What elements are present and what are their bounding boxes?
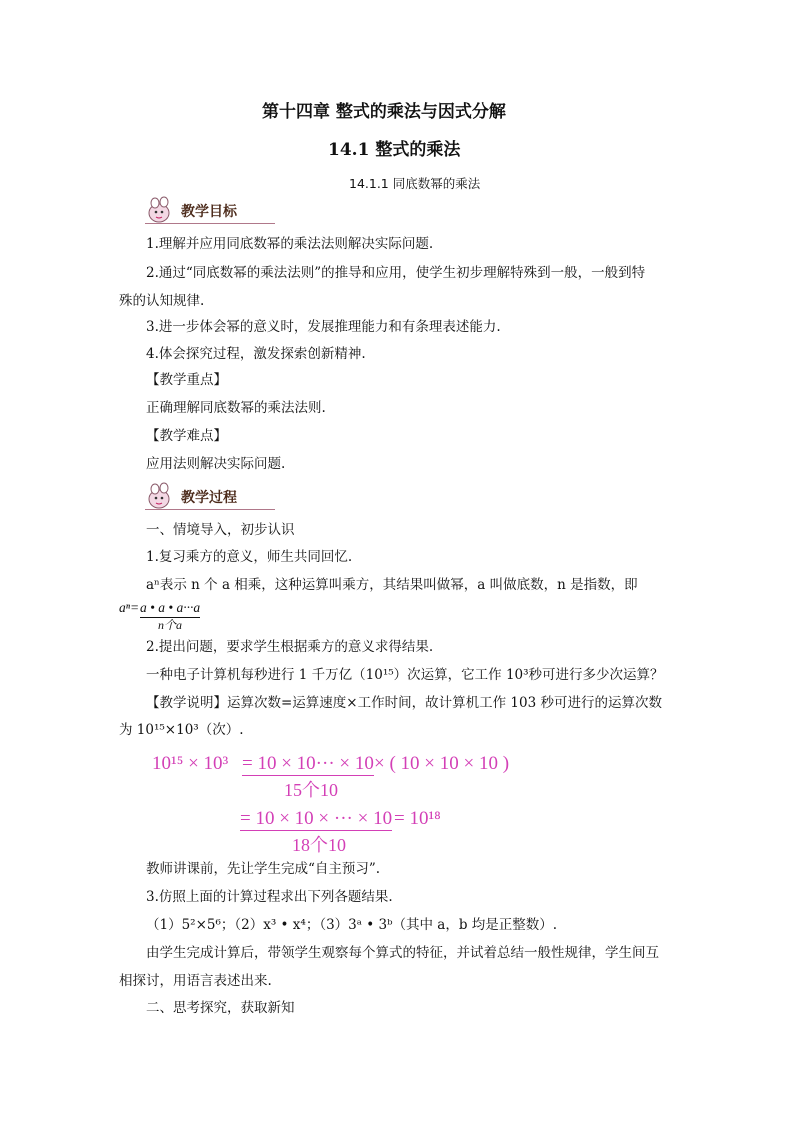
difficulties-text: 应用法则解决实际问题. [146, 456, 286, 472]
goals-banner-underline [145, 223, 275, 224]
summary-cont: 相探讨，用语言表述出来. [119, 973, 272, 989]
exercises: （1）5²×5⁶；（2）x³ • x⁴；（3）3ᵃ • 3ᵇ（其中 a，b 均是正整数）. [146, 917, 558, 933]
teaching-note-cont: 为 10¹⁵×10³（次）. [119, 722, 244, 738]
key-points-label: 【教学重点】 [146, 372, 227, 388]
section-title: 14.1 整式的乘法 [328, 140, 461, 160]
calc1-mid: = 10 × 10··· × 10 [242, 753, 374, 774]
calc1-lhs: 10¹⁵ × 10³ [152, 753, 229, 774]
key-points-text: 正确理解同底数幂的乘法法则. [146, 400, 326, 416]
chapter-title: 第十四章 整式的乘法与因式分解 [262, 102, 506, 122]
computer-question: 一种电子计算机每秒进行 1 千万亿（10¹⁵）次运算，它工作 10³秒可进行多少次运算？ [146, 667, 664, 683]
process-banner [145, 482, 285, 510]
formula-power-rhs: a • a • a···a [140, 600, 200, 618]
process-item-2: 2.提出问题，要求学生根据乘方的意义求得结果. [146, 639, 434, 655]
cartoon-icon [145, 196, 175, 224]
process-banner-label: 教学过程 [181, 490, 237, 506]
part2-title: 二、思考探究，获取新知 [146, 1000, 295, 1016]
goal-item: 4.体会探究过程，激发探索创新精神. [146, 346, 366, 362]
calc2-under: 18个10 [292, 835, 346, 855]
difficulties-label: 【教学难点】 [146, 428, 227, 444]
goal-item: 1.理解并应用同底数幂的乘法法则解决实际问题. [146, 236, 434, 252]
formula-power-under: n个a [158, 618, 183, 632]
goal-item: 殊的认知规律. [119, 293, 205, 309]
calc2-rhs: = 10¹⁸ [394, 808, 441, 829]
preview-note: 教师讲课前，先让学生完成“自主预习”. [146, 861, 381, 877]
goal-item: 3.进一步体会幂的意义时，发展推理能力和有条理表述能力. [146, 319, 501, 335]
goal-item: 2.通过“同底数幂的乘法法则”的推导和应用，使学生初步理解特殊到一般，一般到特 [146, 265, 646, 281]
process-item-3: 3.仿照上面的计算过程求出下列各题结果. [146, 889, 393, 905]
power-definition: aⁿ表示 n 个 a 相乘，这种运算叫乘方，其结果叫做幂，a 叫做底数，n 是指数，即 [146, 577, 638, 593]
teaching-note: 【教学说明】运算次数=运算速度×工作时间，故计算机工作 103 秒可进行的运算次数 [146, 695, 662, 711]
cartoon-icon [145, 482, 175, 510]
calc2-mid: = 10 × 10 × ··· × 10 [240, 808, 393, 829]
formula-power-lhs: aⁿ= [119, 600, 140, 615]
subsection-title: 14.1.1 同底数幂的乘法 [349, 176, 481, 191]
calc1-rhs: × ( 10 × 10 × 10 ) [374, 753, 510, 774]
process-banner-underline [145, 509, 275, 510]
calc1-under: 15个10 [284, 780, 338, 800]
part1-title: 一、情境导入，初步认识 [146, 522, 295, 538]
goals-banner-label: 教学目标 [181, 204, 237, 220]
summary: 由学生完成计算后，带领学生观察每个算式的特征，并试着总结一般性规律，学生间互 [146, 945, 659, 961]
process-item-1: 1.复习乘方的意义，师生共同回忆. [146, 549, 353, 565]
goals-banner [145, 196, 285, 224]
